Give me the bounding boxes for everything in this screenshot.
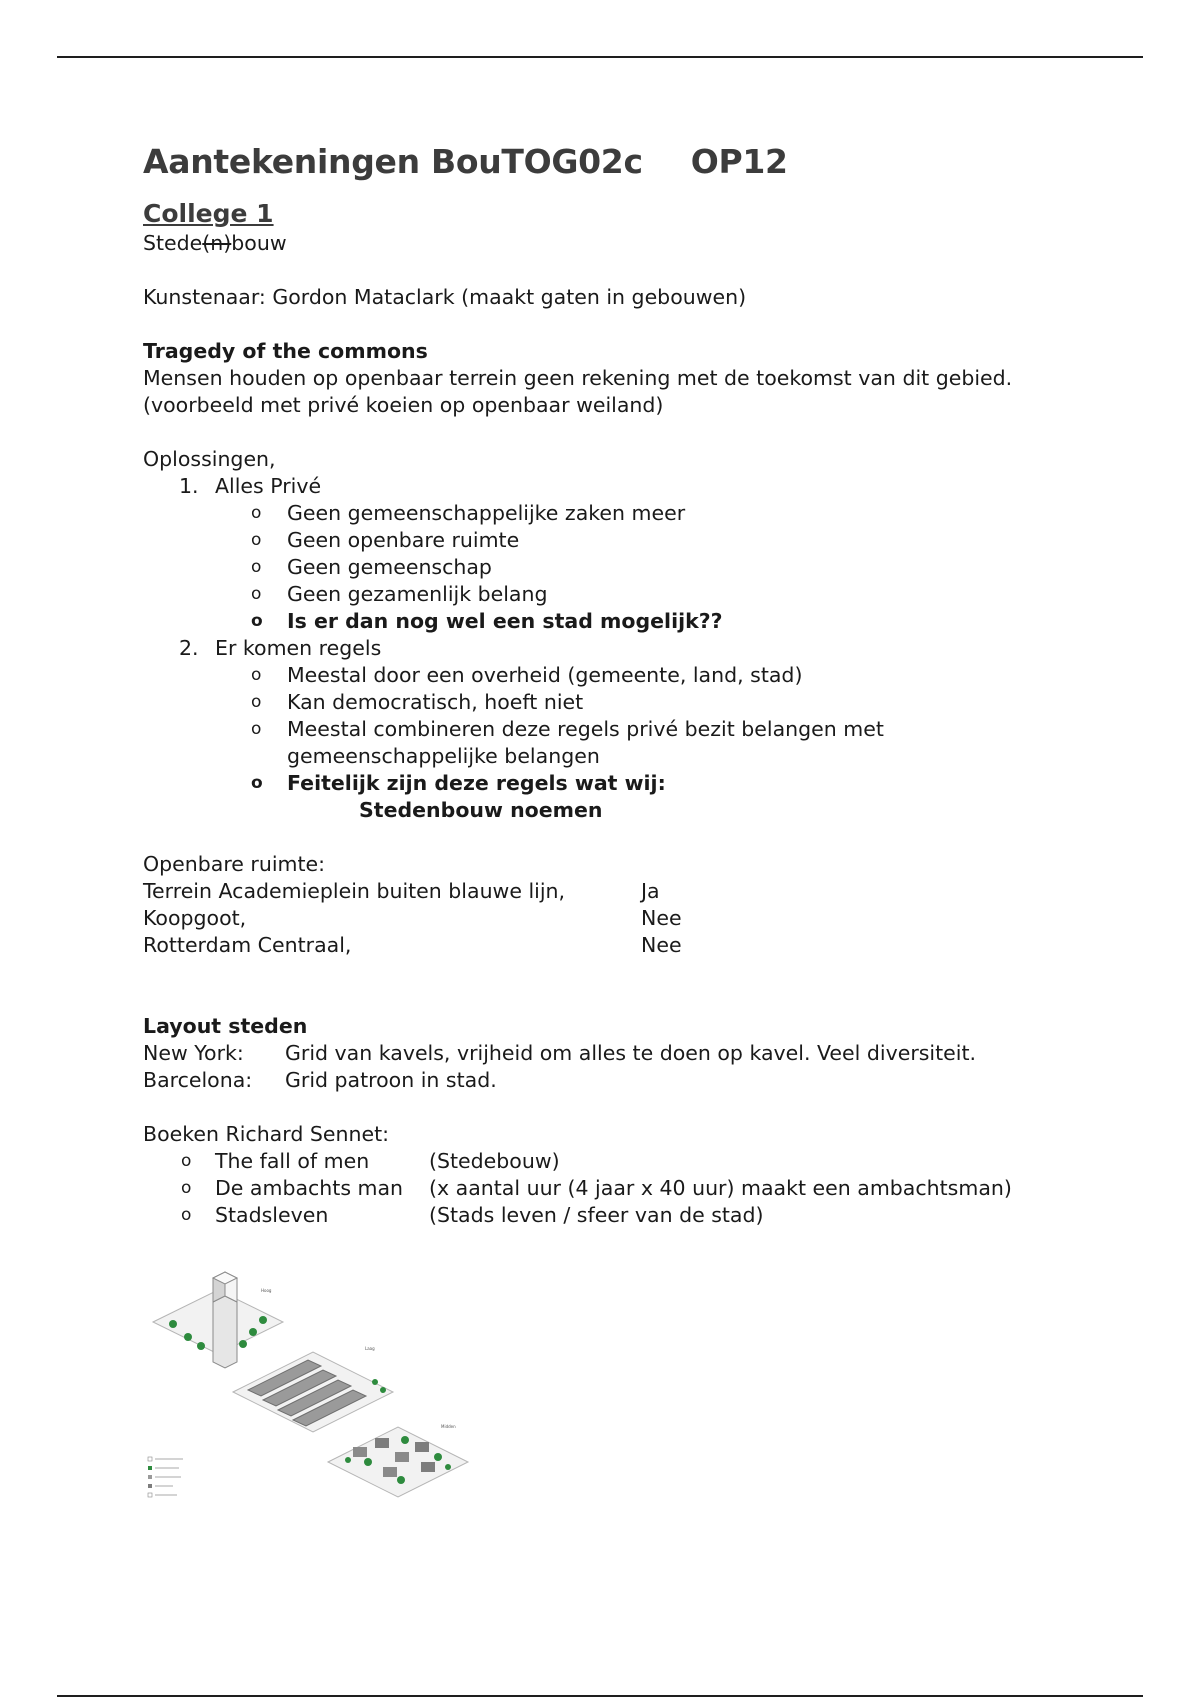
- row-houses-block: [233, 1346, 393, 1432]
- solutions-list: [143, 473, 1143, 500]
- document-body: [143, 140, 1143, 1229]
- tower-block: [153, 1272, 283, 1368]
- layout-heading: Layout steden: [143, 1014, 308, 1038]
- list-item: o Meestal door een overheid (gemeente, land, stad): [143, 662, 1143, 689]
- tragedy-line-2: (voorbeeld met privé koeien op openbaar weiland): [143, 393, 664, 417]
- public-space-row: Terrein Academieplein buiten blauwe lijn, Ja: [143, 879, 660, 903]
- list-item: o Geen gemeenschappelijke zaken meer: [143, 500, 1143, 527]
- list-item: o Meestal combineren deze regels privé bezit belangen met: [143, 716, 1143, 743]
- list-item: o Geen gezamenlijk belang: [143, 581, 1143, 608]
- public-space-label: Openbare ruimte:: [143, 852, 326, 876]
- svg-text:Midden: Midden: [441, 1424, 456, 1429]
- books-list: [143, 1148, 1143, 1229]
- city-density-illustration: [143, 1262, 493, 1514]
- solutions-label: Oplossingen,: [143, 447, 276, 471]
- public-space-row: Koopgoot, Nee: [143, 906, 682, 930]
- list-item-continued: Stedenbouw noemen: [359, 798, 603, 822]
- city-row: Barcelona: Grid patroon in stad.: [143, 1068, 497, 1092]
- sub-list-private: [143, 500, 1143, 635]
- list-item-continued: gemeenschappelijke belangen: [287, 744, 600, 768]
- list-item: o Kan democratisch, hoeft niet: [143, 689, 1143, 716]
- svg-text:Laag: Laag: [365, 1346, 375, 1351]
- list-item: o Feitelijk zijn deze regels wat wij:: [143, 770, 1143, 797]
- list-item: o The fall of men (Stedebouw): [143, 1148, 1143, 1175]
- list-item: 2. Er komen regels: [179, 636, 382, 660]
- list-item: 1. Alles Privé: [179, 474, 322, 498]
- solutions-list-2: [143, 635, 1143, 662]
- books-label: Boeken Richard Sennet:: [143, 1122, 390, 1146]
- list-item: o Geen gemeenschap: [143, 554, 1143, 581]
- bottom-rule: [57, 1695, 1143, 1697]
- figure-legend: [148, 1457, 183, 1497]
- tragedy-line-1: Mensen houden op openbaar terrein geen rekening met de toekomst van dit gebied.: [143, 366, 1013, 390]
- svg-text:Hoog: Hoog: [261, 1288, 272, 1293]
- title-main: Aantekeningen BouTOG02c: [143, 142, 643, 181]
- list-item: o Geen openbare ruimte: [143, 527, 1143, 554]
- list-item: o Stadsleven (Stads leven / sfeer van de stad): [143, 1202, 1143, 1229]
- top-rule: [57, 56, 1143, 58]
- college-heading: College 1: [143, 199, 274, 228]
- subject-line: Stede(n)bouw: [143, 231, 287, 255]
- list-item: o Is er dan nog wel een stad mogelijk??: [143, 608, 1143, 635]
- city-row: New York: Grid van kavels, vrijheid om alles te doen op kavel. Veel diversiteit.: [143, 1041, 977, 1065]
- page-title: [143, 140, 1143, 184]
- isometric-blocks-image: [143, 1262, 493, 1514]
- dense-block: [328, 1424, 468, 1497]
- list-item: o De ambachts man (x aantal uur (4 jaar x 40 uur) maakt een ambachtsman): [143, 1175, 1143, 1202]
- sub-list-rules: [143, 662, 1143, 824]
- title-code: OP12: [690, 142, 788, 181]
- public-space-row: Rotterdam Centraal, Nee: [143, 933, 682, 957]
- artist-line: Kunstenaar: Gordon Mataclark (maakt gaten in gebouwen): [143, 285, 747, 309]
- tragedy-heading: Tragedy of the commons: [143, 339, 428, 363]
